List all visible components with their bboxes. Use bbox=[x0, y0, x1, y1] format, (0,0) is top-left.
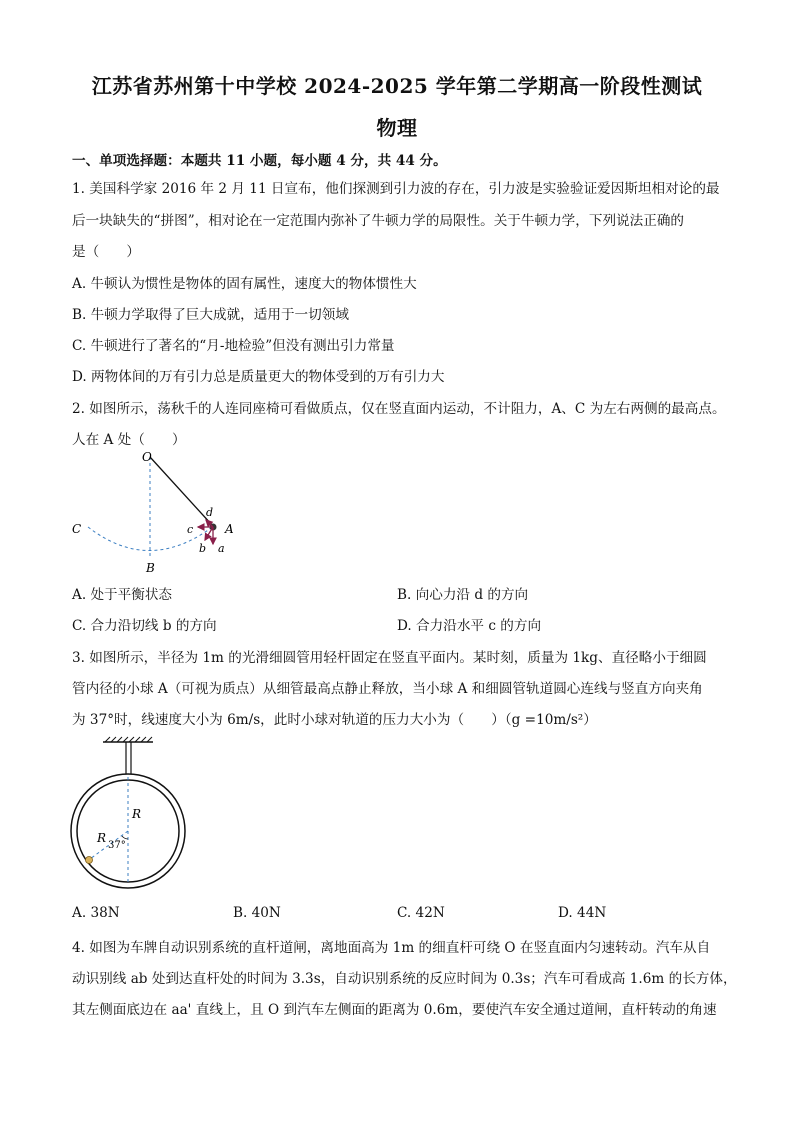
q3-option-d: D. 44N bbox=[558, 905, 607, 921]
q1-option-b: B. 牛顿力学取得了巨大成就，适用于一切领域 bbox=[72, 307, 349, 323]
q2-option-b: B. 向心力沿 d 的方向 bbox=[397, 587, 529, 603]
angle-arc bbox=[122, 836, 128, 839]
label-C: C bbox=[72, 522, 82, 536]
q1-option-d: D. 两物体间的万有引力总是质量更大的物体受到的万有引力大 bbox=[72, 369, 445, 385]
q2-option-a: A. 处于平衡状态 bbox=[72, 587, 173, 603]
swing-arc bbox=[88, 525, 215, 551]
label-A: A bbox=[225, 522, 234, 536]
swing-rope bbox=[150, 457, 212, 525]
q3-option-b: B. 40N bbox=[233, 905, 281, 921]
q4-stem-line1: 4. 如图为车牌自动识别系统的直杆道闸，离地面高为 1m 的细直杆可绕 O 在竖直面内匀速转动。汽车从自 bbox=[72, 940, 711, 956]
q1-stem-line2: 后一块缺失的“拼图”，相对论在一定范围内弥补了牛顿力学的局限性。关于牛顿力学，下列说法正确的 bbox=[72, 213, 685, 229]
q3-stem-line1: 3. 如图所示，半径为 1m 的光滑细圆管用轻杆固定在竖直平面内。某时刻，质量为 1kg、直径略小于细圆 bbox=[72, 650, 707, 666]
section-heading: 一、单项选择题：本题共 11 小题，每小题 4 分，共 44 分。 bbox=[72, 153, 447, 169]
label-R-slant: R bbox=[97, 831, 107, 845]
label-angle: 37° bbox=[108, 840, 126, 851]
q1-stem-line1: 1. 美国科学家 2016 年 2 月 11 日宣布，他们探测到引力波的存在，引力波是实验验证爱因斯坦相对论的最 bbox=[72, 181, 720, 197]
ball-A bbox=[86, 857, 93, 864]
q1-option-a: A. 牛顿认为惯性是物体的固有属性，速度大的物体惯性大 bbox=[72, 276, 417, 292]
q3-option-a: A. 38N bbox=[72, 905, 120, 921]
q2-option-c: C. 合力沿切线 b 的方向 bbox=[72, 618, 217, 634]
label-c: c bbox=[187, 523, 194, 536]
arrow-b bbox=[205, 527, 213, 540]
q3-stem-line3: 为 37°时，线速度大小为 6m/s，此时小球对轨道的压力大小为（ ）（g =10m/s²） bbox=[72, 712, 597, 728]
exam-title: 江苏省苏州第十中学校 2024-2025 学年第二学期高一阶段性测试 bbox=[91, 74, 703, 98]
q2-stem-line2: 人在 A 处（ ） bbox=[72, 432, 186, 448]
arrow-d bbox=[206, 520, 213, 527]
label-O: O bbox=[142, 450, 152, 464]
label-a: a bbox=[218, 542, 225, 555]
q2-stem-line1: 2. 如图所示，荡秋千的人连同座椅可看做质点，仅在竖直面内运动，不计阻力，A、C 为左右两侧的最高点。 bbox=[72, 401, 726, 417]
q1-option-c: C. 牛顿进行了著名的“月-地检验”但没有测出引力常量 bbox=[72, 338, 395, 354]
q3-option-c: C. 42N bbox=[397, 905, 445, 921]
q4-stem-line3: 其左侧面底边在 aa' 直线上，且 O 到汽车左侧面的距离为 0.6m，要使汽车安全通过道闸，直杆转动的角速 bbox=[72, 1002, 717, 1018]
label-R-vertical: R bbox=[132, 807, 142, 821]
swing-figure bbox=[60, 445, 260, 580]
q3-stem-line2: 管内径的小球 A（可视为质点）从细管最高点静止释放，当小球 A 和细圆管轨道圆心连线与竖直方向夹角 bbox=[72, 681, 703, 697]
tube-figure bbox=[65, 736, 195, 896]
q4-stem-line2: 动识别线 ab 处到达直杆处的时间为 3.3s，自动识别系统的反应时间为 0.3s；汽车可看成高 1.6m 的长方体， bbox=[72, 971, 737, 987]
q2-option-d: D. 合力沿水平 c 的方向 bbox=[397, 618, 542, 634]
exam-subject: 物理 bbox=[376, 116, 418, 140]
label-b: b bbox=[199, 542, 207, 555]
q1-stem-line3: 是（ ） bbox=[72, 244, 140, 260]
label-B: B bbox=[146, 561, 155, 575]
label-d: d bbox=[206, 506, 214, 519]
